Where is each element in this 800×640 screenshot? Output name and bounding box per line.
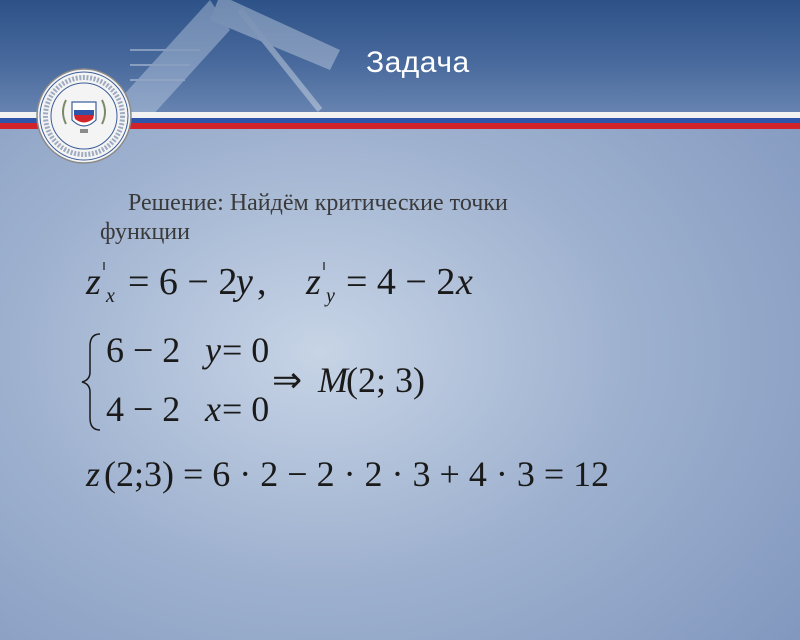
solution-text-line2: функции (100, 219, 190, 245)
slide-title: Задача (366, 46, 470, 79)
equation-system (82, 330, 425, 430)
point-coordinates: (2; 3) (346, 360, 425, 400)
system-row1-variable: y (205, 330, 221, 370)
zy-variable: x (456, 261, 473, 303)
zx-rhs: = 6 − 2 (128, 261, 238, 303)
zy-symbol: z (306, 261, 321, 303)
zy-subscript: y (326, 285, 335, 307)
z-symbol: z (86, 454, 101, 494)
function-value-equation (85, 454, 609, 494)
zy-rhs: = 4 − 2 (346, 261, 456, 303)
z-value-expression: (2;3) = 6 · 2 − 2 · 2 · 3 + 4 · 3 = 12 (104, 454, 610, 494)
implies-arrow: ⇒ (272, 360, 303, 400)
comma: , (257, 261, 267, 303)
system-row1-left: 6 − 2 (106, 330, 181, 370)
system-row2-right: = 0 (222, 389, 270, 429)
system-brace (82, 334, 100, 430)
system-row2-variable: x (205, 389, 221, 429)
system-row2-left: 4 − 2 (106, 389, 181, 429)
point-name: M (318, 360, 348, 400)
partial-derivatives-equation (85, 261, 473, 307)
system-row1-right: = 0 (222, 330, 270, 370)
solution-text-line1: Решение: Найдём критические точки (128, 190, 508, 216)
zx-subscript: x (106, 285, 115, 307)
zx-variable: y (236, 261, 253, 303)
zx-symbol: z (86, 261, 101, 303)
